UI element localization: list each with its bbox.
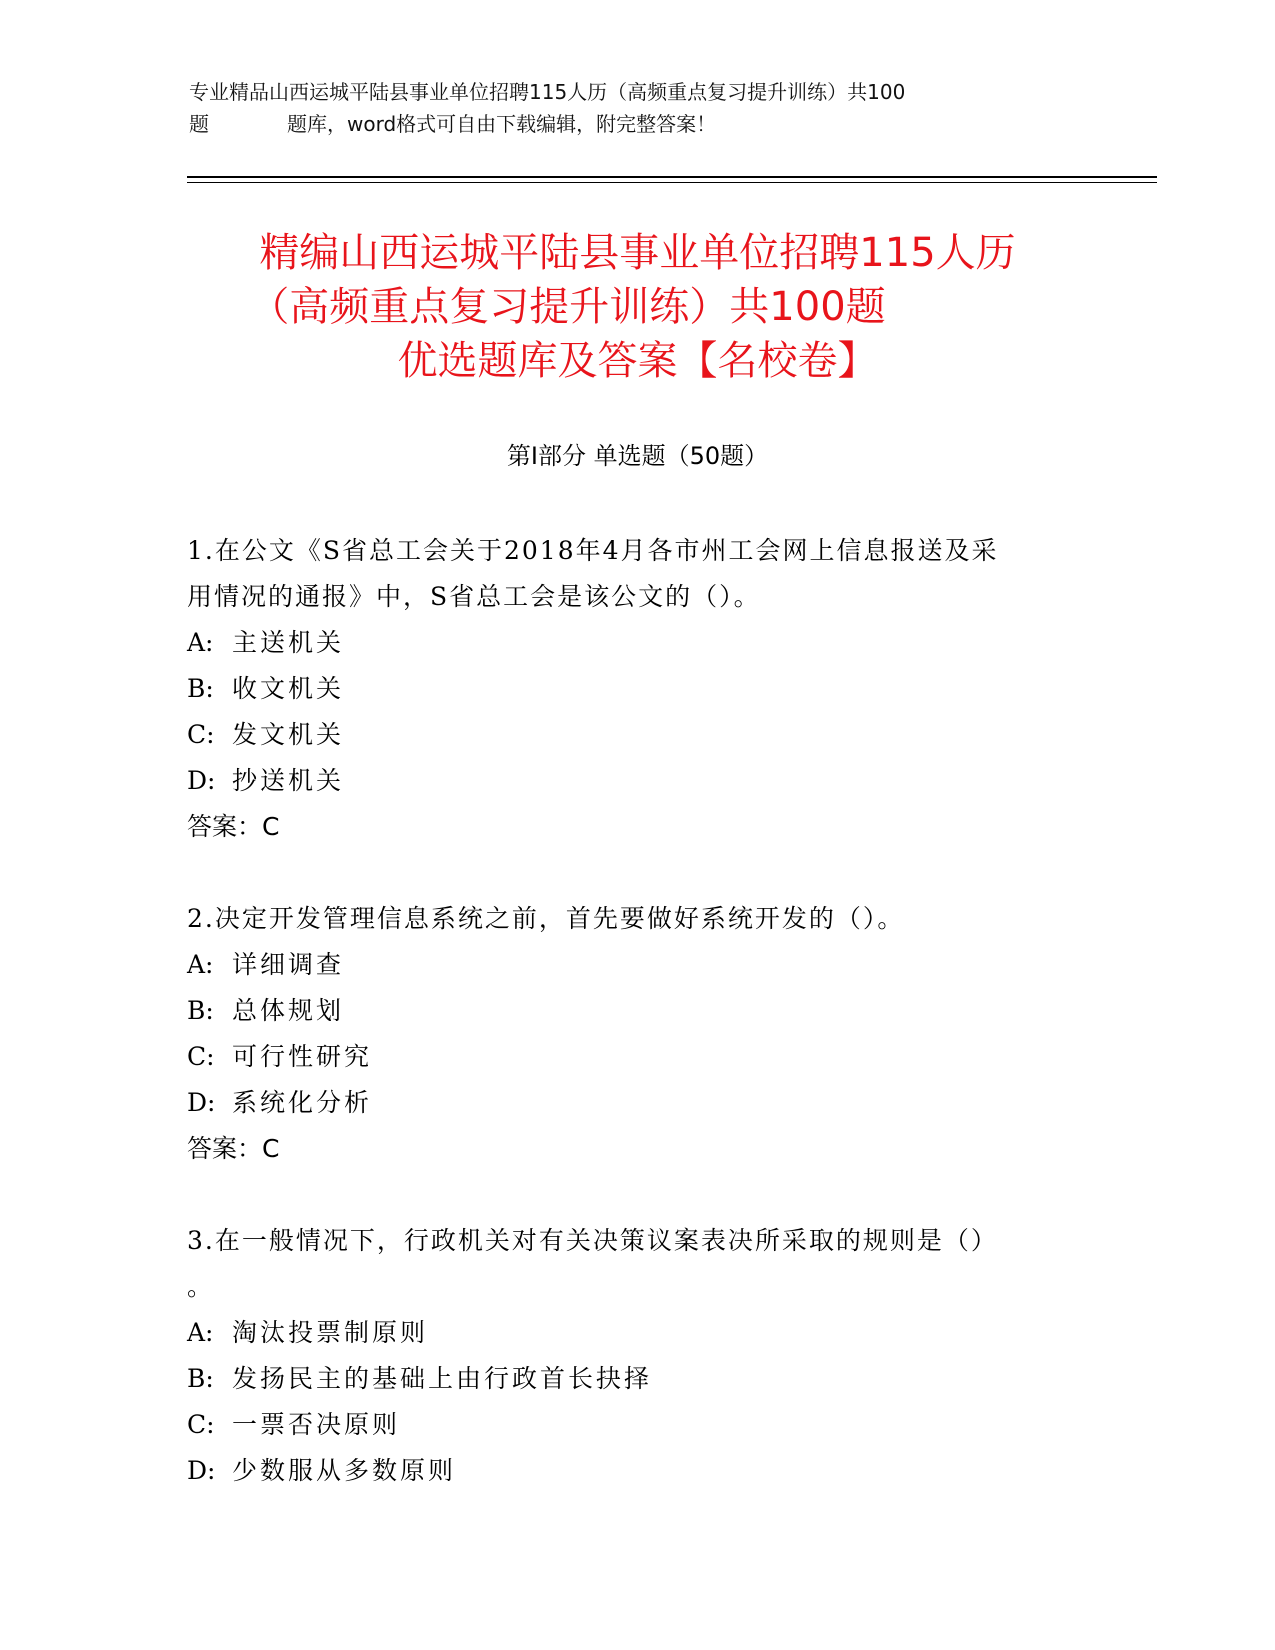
question-stem-line1: 2.决定开发管理信息系统之前，首先要做好系统开发的（）。 [187, 904, 905, 933]
option-text: 收文机关 [232, 674, 345, 703]
header-note-line1: 专业精品山西运城平陆县事业单位招聘115人历（高频重点复习提升训练）共100 [189, 80, 906, 104]
option-text: 淘汰投票制原则 [232, 1318, 429, 1347]
option-c [187, 1402, 1067, 1448]
option-text: 发扬民主的基础上由行政首长抉择 [232, 1364, 653, 1393]
option-key: A: [187, 950, 214, 979]
question-stem-line2: 。 [187, 1272, 215, 1301]
option-text: 系统化分析 [232, 1088, 373, 1117]
option-text: 一票否决原则 [232, 1410, 401, 1439]
question-list [187, 528, 1067, 1540]
option-b [187, 666, 1067, 712]
header-note-line2-start: 题 [189, 112, 209, 136]
header-divider-thick [187, 176, 1157, 178]
option-key: A: [187, 1318, 214, 1347]
option-c [187, 712, 1067, 758]
option-key: D: [187, 766, 216, 795]
question-3 [187, 1218, 1067, 1494]
document-title [0, 226, 1275, 388]
answer: 答案：C [187, 1134, 280, 1163]
option-d [187, 1448, 1067, 1494]
option-key: C: [187, 1410, 215, 1439]
section-heading: 第Ⅰ部分 单选题（50题） [506, 442, 769, 470]
option-d [187, 1080, 1067, 1126]
option-a [187, 942, 1067, 988]
option-b [187, 988, 1067, 1034]
option-text: 发文机关 [232, 720, 345, 749]
option-key: D: [187, 1088, 216, 1117]
document-title-line3: 优选题库及答案【名校卷】 [397, 338, 878, 384]
option-key: A: [187, 628, 214, 657]
question-stem-line1: 1.在公文《S省总工会关于2018年4月各市州工会网上信息报送及采 [187, 536, 999, 565]
option-key: D: [187, 1456, 216, 1485]
header-divider-thin [187, 182, 1157, 183]
option-key: B: [187, 674, 214, 703]
option-text: 抄送机关 [232, 766, 345, 795]
document-title-line1: 精编山西运城平陆县事业单位招聘115人历 [259, 230, 1016, 276]
option-d [187, 758, 1067, 804]
question-stem-line2: 用情况的通报》中，S省总工会是该公文的（）。 [187, 582, 761, 611]
option-b [187, 1356, 1067, 1402]
question-1 [187, 528, 1067, 850]
header-note [189, 76, 1089, 140]
option-key: C: [187, 1042, 215, 1071]
header-note-line2 [189, 108, 1089, 140]
option-text: 主送机关 [232, 628, 345, 657]
option-a [187, 620, 1067, 666]
option-c [187, 1034, 1067, 1080]
question-stem-line1: 3.在一般情况下，行政机关对有关决策议案表决所采取的规则是（） [187, 1226, 998, 1255]
option-text: 可行性研究 [232, 1042, 373, 1071]
document-title-line2: （高频重点复习提升训练）共100题 [249, 284, 886, 330]
option-key: B: [187, 1364, 214, 1393]
answer: 答案：C [187, 812, 280, 841]
option-text: 详细调查 [232, 950, 345, 979]
option-key: C: [187, 720, 215, 749]
question-2 [187, 896, 1067, 1172]
header-note-line2-end: 题库，word格式可自由下载编辑，附完整答案！ [287, 112, 717, 136]
option-key: B: [187, 996, 214, 1025]
option-text: 总体规划 [232, 996, 345, 1025]
option-text: 少数服从多数原则 [232, 1456, 457, 1485]
option-a [187, 1310, 1067, 1356]
